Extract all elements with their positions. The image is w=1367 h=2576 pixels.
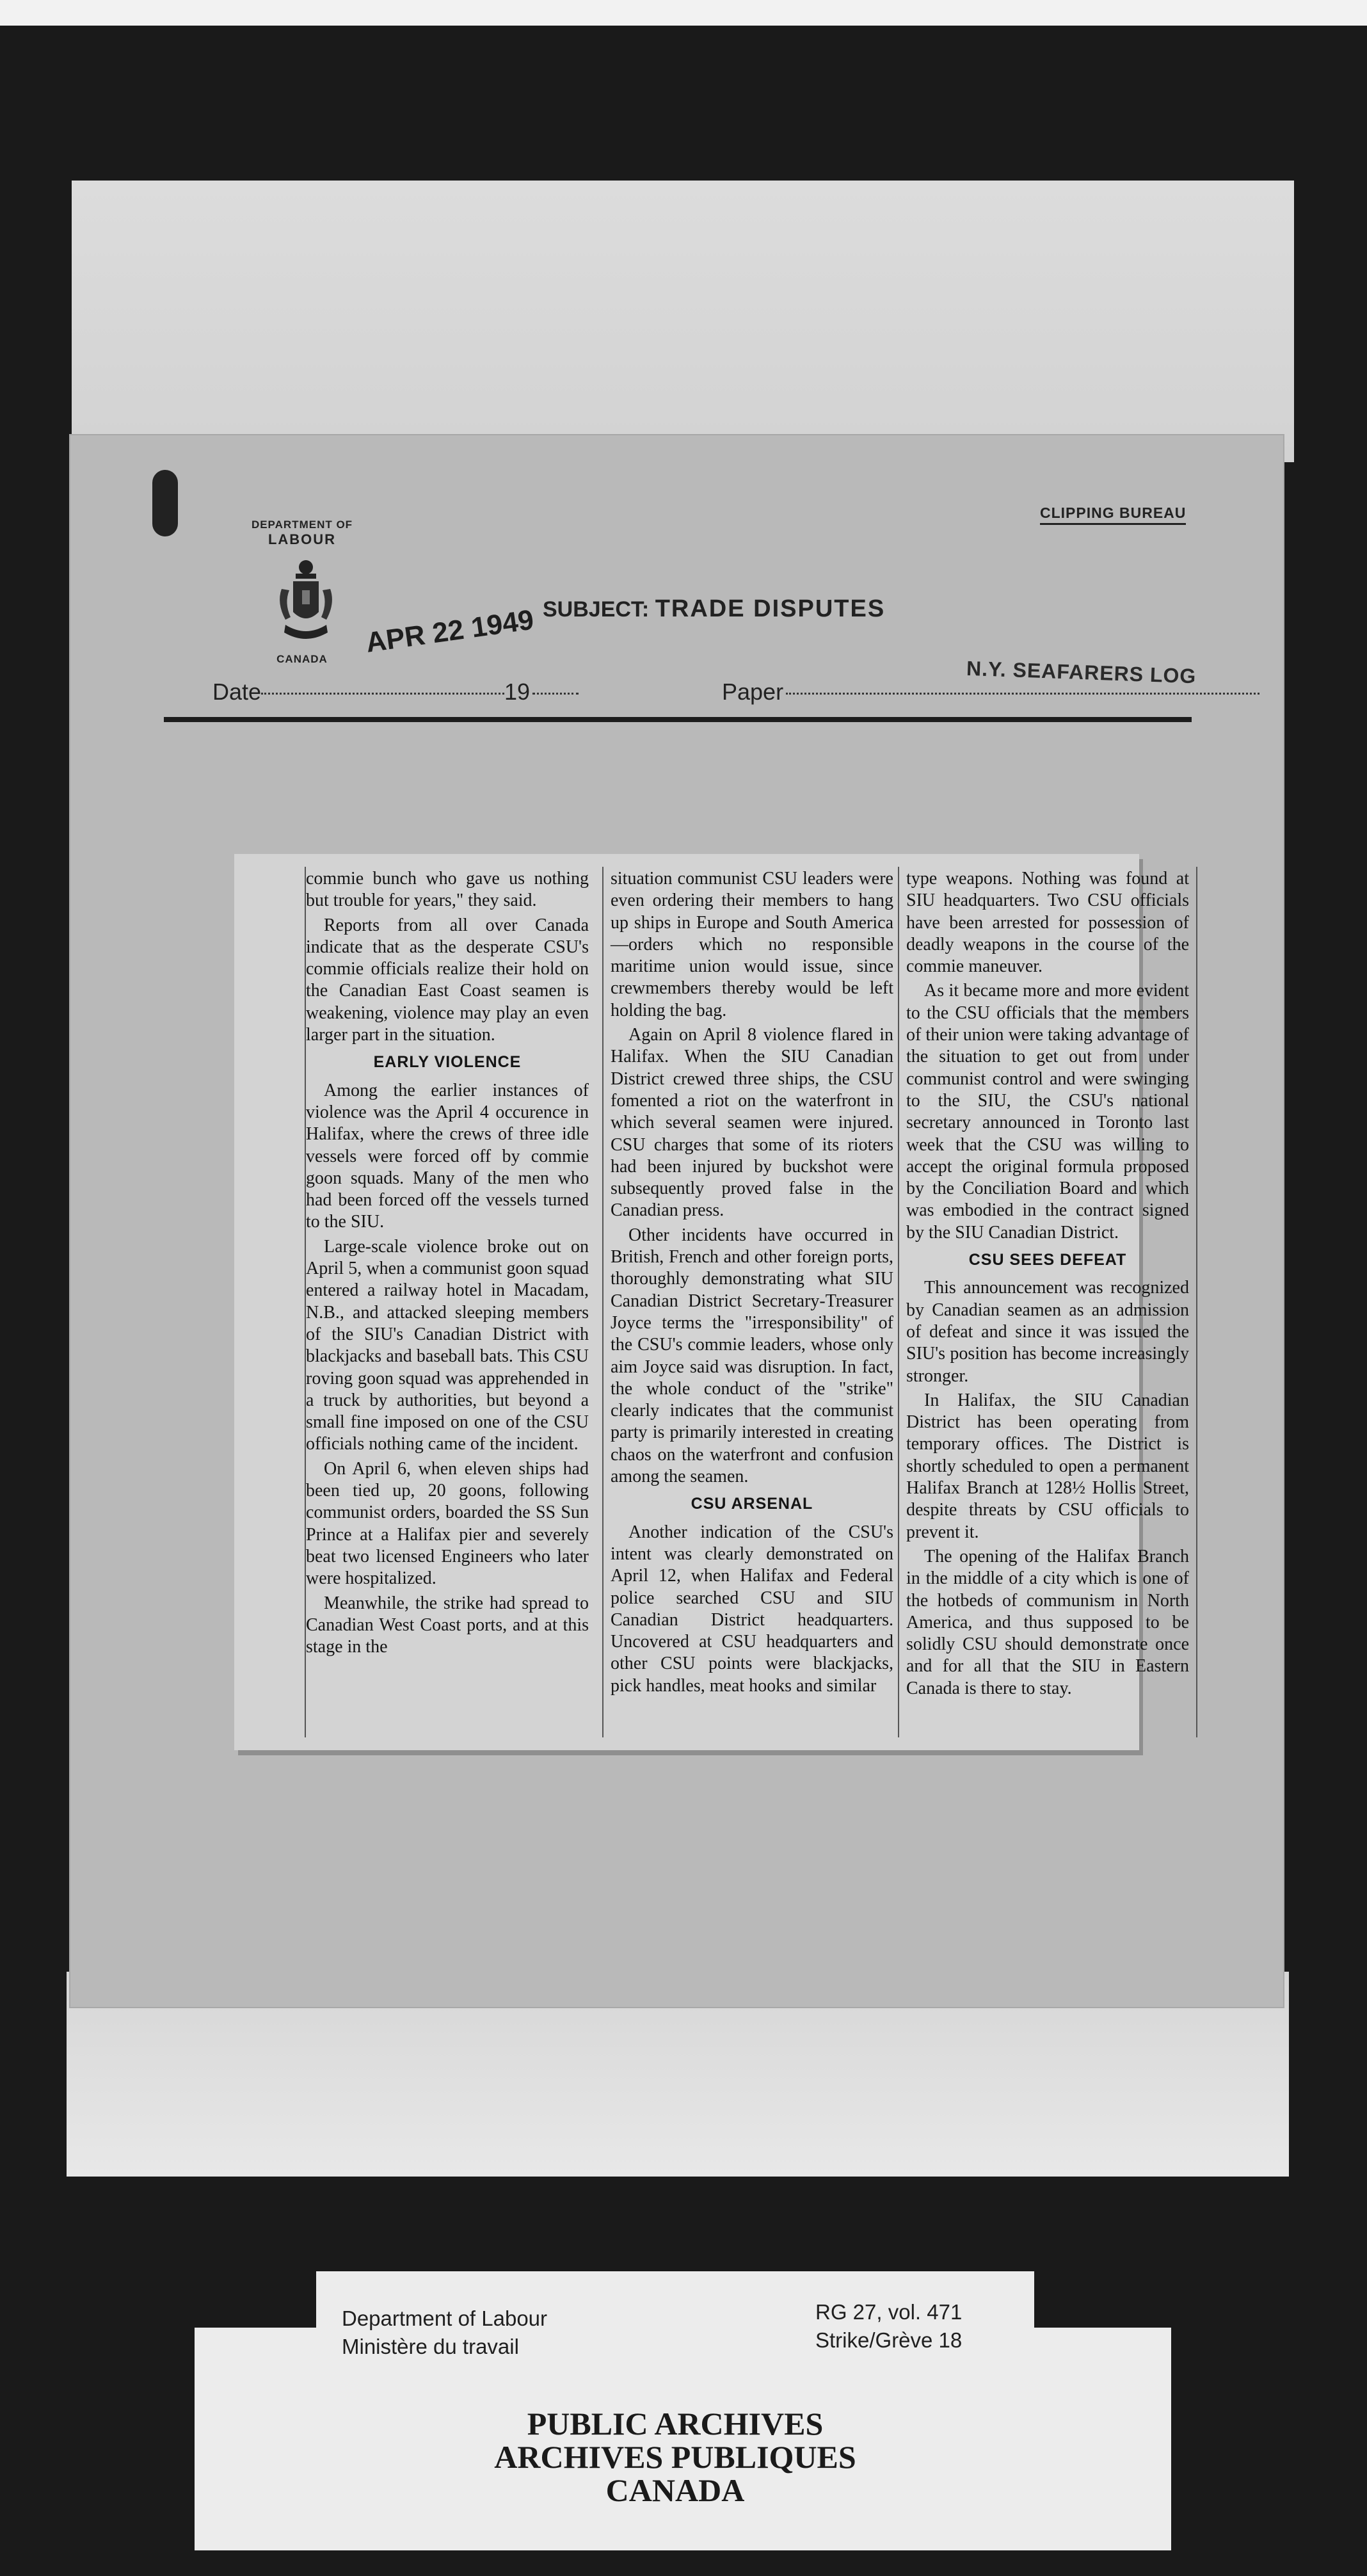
subject-line (543, 595, 885, 623)
archive-label (316, 2271, 1034, 2550)
clipping-bureau-label: CLIPPING BUREAU (1040, 504, 1186, 525)
archives-line3: CANADA (605, 2472, 745, 2508)
archive-dept (342, 2305, 547, 2361)
column-rule (602, 867, 604, 1737)
column-rule (898, 867, 899, 1737)
section-heading: CSU SEES DEFEAT (968, 1251, 1127, 1269)
archive-dept-en: Department of Labour (342, 2306, 548, 2330)
article-paragraph: Again on April 8 violence flared in Halifax. When the SIU Canadian District crewed three ships, the CSU fomented a riot on the waterfront in which several seamen were injured. CSU charges that some of its rioters had been injured by buckshot were subsequently proved false in the Canadian press. (611, 1025, 893, 1221)
archives-title (316, 2407, 1034, 2507)
archive-dept-fr: Ministère du travail (342, 2335, 519, 2358)
year-field-line (532, 693, 579, 695)
label-tab-left (195, 2328, 323, 2550)
article-paragraph: Among the earlier instances of violence was the April 4 occurence in Halifax, where the crews of three idle vessels were forced off by commie goon squads. Many of the men who had been forced off the vessels turned to the SIU. (306, 1080, 589, 1232)
archives-line2: ARCHIVES PUBLIQUES (494, 2439, 856, 2475)
article-paragraph: Other incidents have occurred in British, French and other foreign ports, thoroughly demonstrating what SIU Canadian District Secretary-Treasurer Joyce terms the "irresponsibility" of the CSU's commie leaders, whose only aim Joyce said was disruption. In fact, the whole conduct of the "strike" clearly indicates that the communist party is primarily interested in creating chaos on the waterfront and confusion among the seamen. (611, 1225, 893, 1487)
clipping-form (70, 435, 1283, 2007)
article-paragraph: commie bunch who gave us nothing but trouble for years," they said. (306, 869, 589, 911)
newspaper-clipping (234, 854, 1189, 1750)
subject-label: SUBJECT: (543, 597, 650, 622)
year-prefix: 19 (504, 679, 531, 705)
department-heading (251, 519, 353, 548)
section-heading: EARLY VIOLENCE (373, 1053, 522, 1072)
archive-ref-volume: RG 27, vol. 471 (815, 2300, 963, 2324)
film-top-strip (0, 0, 1367, 26)
article-column-1 (306, 868, 589, 1661)
archive-ref-file: Strike/Grève 18 (815, 2328, 963, 2352)
paper-stamp: N.Y. SEAFARERS LOG (966, 656, 1197, 688)
article-paragraph: The opening of the Halifax Branch in the middle of a city which is one of the hotbeds of communism in North America, and thus supposed to be solidly CSU should demonstrate once and for all that the SIU in Eastern Canada is there to stay. (906, 1546, 1189, 1698)
column-rule (1196, 867, 1197, 1737)
article-column-2 (611, 868, 893, 1700)
header-rule (164, 717, 1192, 722)
article-paragraph: This announcement was recognized by Canadian seamen as an admission of defeat and since it was issued the SIU's position has become increasingly stronger. (906, 1278, 1189, 1386)
backing-sheet-top (72, 181, 1294, 462)
country-label: CANADA (276, 653, 328, 665)
article-paragraph: Another indication of the CSU's intent was clearly demonstrated on April 12, when Halifax and Federal police searched CSU and SIU Canadian District headquarters. Uncovered at CSU headquarters and other CSU points were blackjacks, pick handles, meat hooks and similar (611, 1522, 893, 1696)
subject-value: TRADE DISPUTES (655, 595, 886, 622)
article-paragraph: As it became more and more evident to the CSU officials that the members of their union were taking advantage of the situation to get out from under communist control and were swinging to the SIU, the CSU's national secretary announced in Toronto last week that the CSU was willing to accept the original formula proposed by the Conciliation Board and which was embodied in the contract signed by the SIU Canadian District. (906, 981, 1189, 1243)
section-heading: CSU ARSENAL (691, 1495, 813, 1513)
binder-clip-icon (152, 470, 178, 536)
date-label: Date (212, 679, 262, 705)
date-stamp: APR 22 1949 (364, 604, 536, 659)
article-paragraph: situation communist CSU leaders were even ordering their members to hang up ships in Europe and South America—orders which no responsible maritime union would issue, since crewmembers thereby would be left holding the bag. (611, 869, 893, 1020)
archive-reference (815, 2298, 962, 2355)
article-paragraph: type weapons. Nothing was found at SIU headquarters. Two CSU officials have been arrested for possession of deadly weapons in the course of the commie maneuver. (906, 869, 1189, 977)
article-column-3 (906, 868, 1189, 1702)
article-paragraph: In Halifax, the SIU Canadian District has been operating from temporary offices. The District is shortly scheduled to open a permanent Halifax Branch at 128½ Hollis Street, despite threats by CSU officials to prevent it. (906, 1390, 1189, 1542)
dept-line1: DEPARTMENT OF (251, 519, 353, 531)
paper-field-line (786, 693, 1259, 695)
article-paragraph: Large-scale violence broke out on April 5, when a communist goon squad entered a railway hotel in Macadam, N.B., and attacked sleeping members of the SIU's Canadian District with blackjacks and baseball bats. This CSU roving goon squad was apprehended in a truck by authorities, but beyond a small fine imposed on one of the CSU officials nothing came of the incident. (306, 1236, 589, 1454)
dept-line2: LABOUR (268, 531, 337, 547)
article-paragraph: On April 6, when eleven ships had been tied up, 20 goons, following communist orders, boarded the SS Sun Prince at a Halifax pier and severely beat two licensed Engineers who later were hospitalized. (306, 1458, 589, 1589)
article-paragraph: Meanwhile, the strike had spread to Canadian West Coast ports, and at this stage in the (306, 1593, 589, 1657)
paper-label: Paper (722, 679, 784, 705)
date-field-line (261, 693, 504, 695)
coat-of-arms-icon (276, 558, 335, 649)
label-tab-right (1034, 2328, 1171, 2550)
archives-line1: PUBLIC ARCHIVES (527, 2406, 824, 2442)
article-paragraph: Reports from all over Canada indicate that as the desperate CSU's commie officials realize their hold on the Canadian East Coast seamen is weakening, violence may play an even larger part in the situation. (306, 915, 589, 1045)
